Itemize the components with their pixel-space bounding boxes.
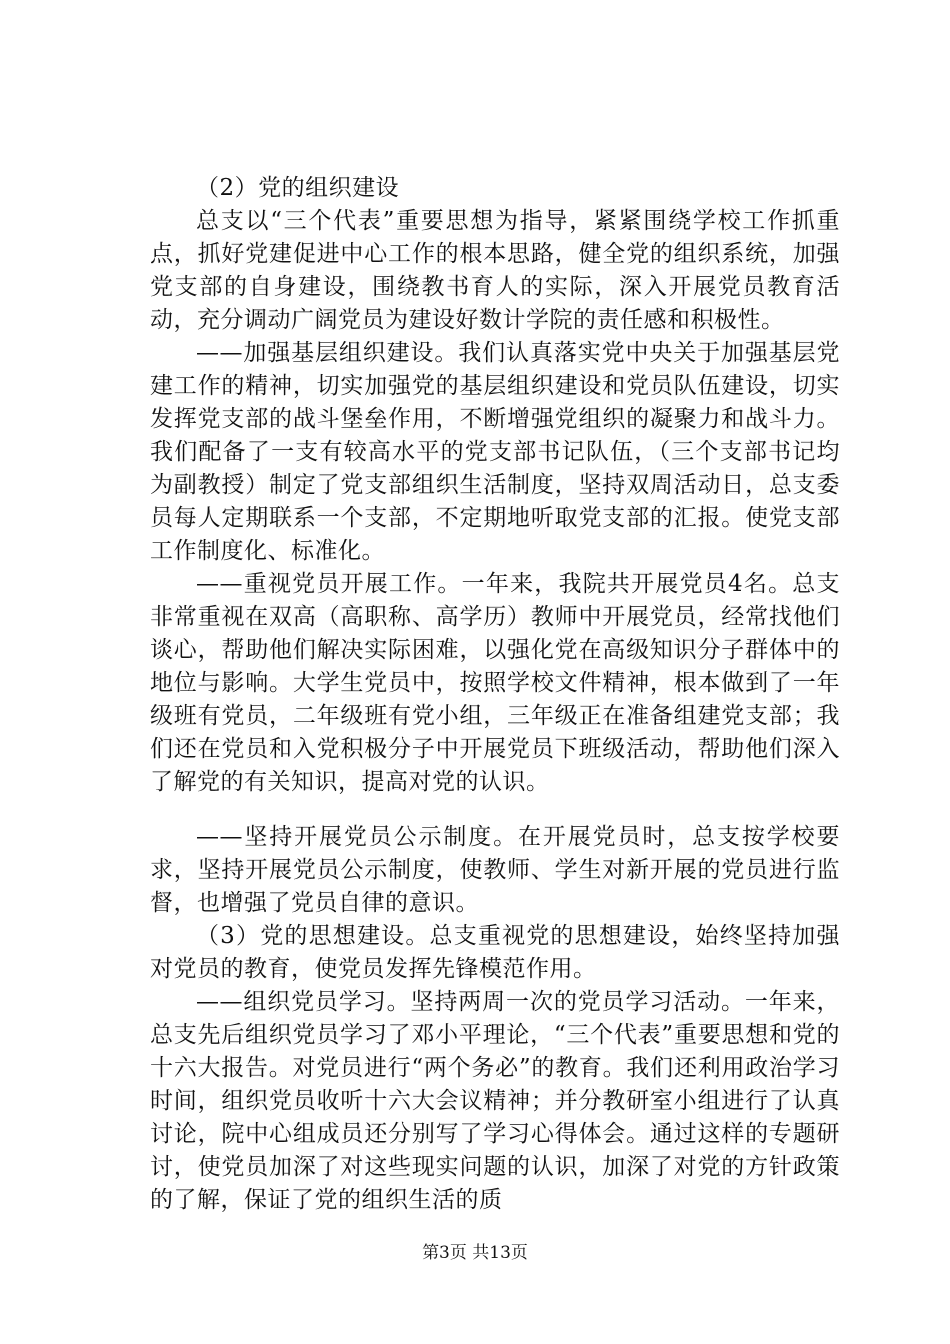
heading-party-organization: （2）党的组织建设 (196, 175, 400, 201)
paragraph-grassroots: ——加强基层组织建设。我们认真落实党中央关于加强基层党建工作的精神，切实加强党的基层组织建设和党员队伍建设，切实发挥党支部的战斗堡垒作用，不断增强党组织的凝聚力和战斗力。我们配备了一支有较高水平的党支部书记队伍，（三个支部书记均为副教授）制定了党支部组织生活制度，坚持双周活动日，总支委员每人定期联系一个支部，不定期地听取党支部的汇报。使党支部工作制度化、标准化。 (150, 340, 840, 564)
page-footer: 第3页 共13页 (422, 1243, 528, 1263)
heading-ideological: （3）党的思想建设。总支重视党的思想建设，始终坚持加强对党员的教育，使党员发挥先锋模范作用。 (150, 923, 840, 982)
paragraph-intro: 总支以“三个代表”重要思想为指导，紧紧围绕学校工作抓重点，抓好党建促进中心工作的根本思路，健全党的组织系统，加强党支部的自身建设，围绕教书育人的实际，深入开展党员教育活动，充分调动广阔党员为建设好数计学院的责任感和积极性。 (150, 208, 840, 333)
paragraph-publicity: ——坚持开展党员公示制度。在开展党员时，总支按学校要求，坚持开展党员公示制度，使教师、学生对新开展的党员进行监督，也增强了党员自律的意识。 (150, 824, 840, 916)
paragraph-study: ——组织党员学习。坚持两周一次的党员学习活动。一年来，总支先后组织党员学习了邓小平理论，“三个代表”重要思想和党的十六大报告。对党员进行“两个务必”的教育。我们还利用政治学习时间，组织党员收听十六大会议精神；并分教研室小组进行了认真讨论，院中心组成员还分别写了学习心得体会。通过这样的专题研讨，使党员加深了对这些现实问题的认识，加深了对党的方针政策的了解，保证了党的组织生活的质 (150, 989, 840, 1213)
document-body (150, 172, 840, 1217)
paragraph-recruitment: ——重视党员开展工作。一年来，我院共开展党员4名。总支非常重视在双高（高职称、高学历）教师中开展党员，经常找他们谈心，帮助他们解决实际困难，以强化党在高级知识分子群体中的地位与影响。大学生党员中，按照学校文件精神，根本做到了一年级班有党员，二年级班有党小组，三年级正在准备组建党支部；我们还在党员和入党积极分子中开展党员下班级活动，帮助他们深入了解党的有关知识，提高对党的认识。 (150, 571, 840, 795)
